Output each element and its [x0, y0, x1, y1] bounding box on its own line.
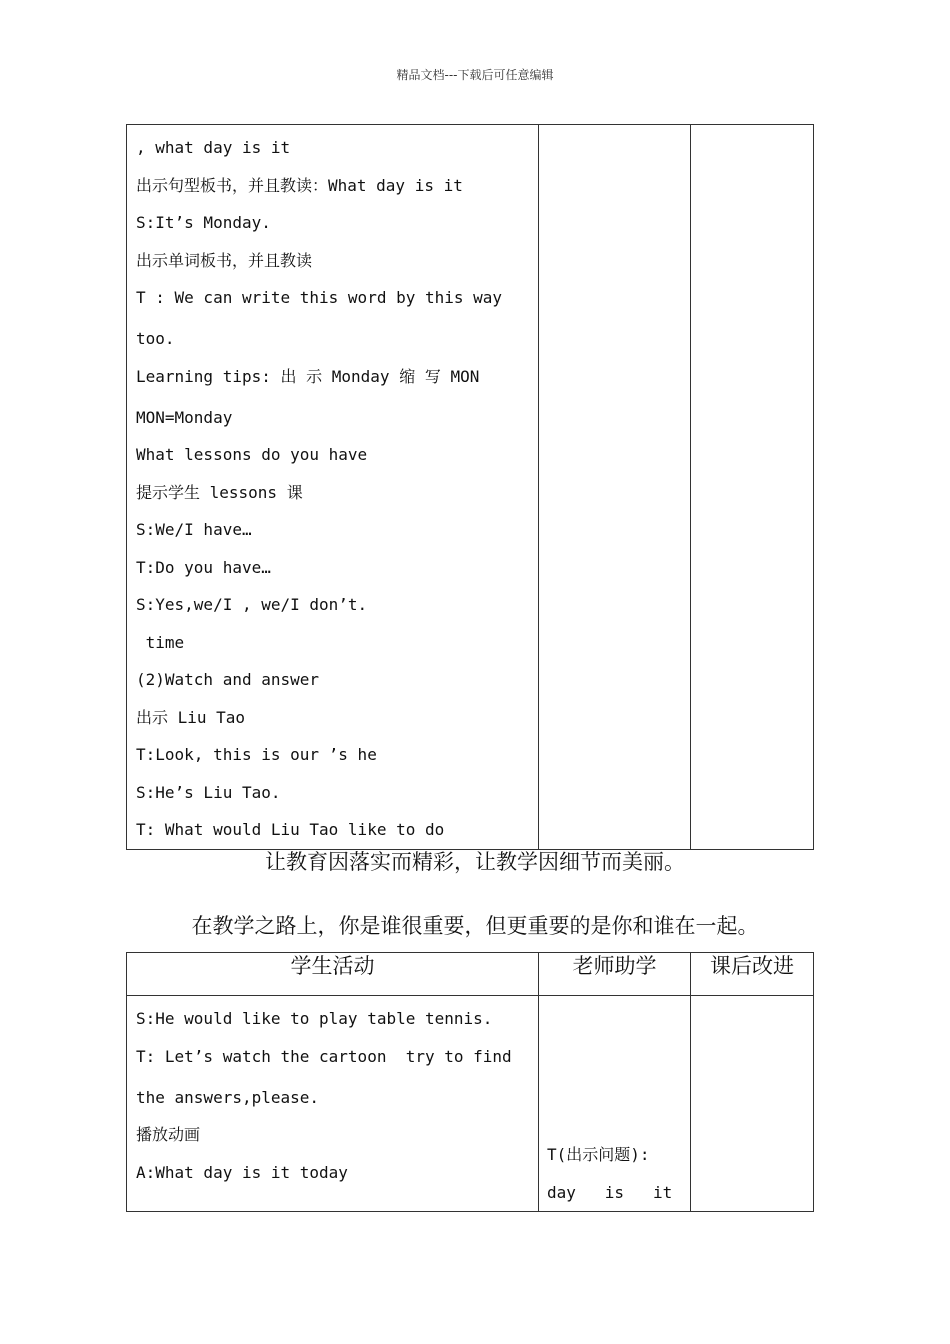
improvement-cell: [691, 125, 814, 850]
lesson-table-2: [126, 952, 814, 1212]
text-line: MON=Monday: [136, 407, 233, 427]
text-line: S:Yes,we/I , we/I don’t.: [136, 595, 368, 614]
page-header: 精品文档---下载后可任意编辑: [396, 68, 554, 82]
text-line: S:It’s Monday.: [136, 213, 271, 232]
text-line: (2)Watch and answer: [136, 670, 320, 689]
header-improvement: 课后改进: [691, 953, 814, 996]
text-line: T(出示问题):: [547, 1145, 650, 1164]
motto-line-2: 在教学之路上，你是谁很重要，但更重要的是你和谁在一起。: [191, 914, 759, 938]
text-line: S:He’s Liu Tao.: [136, 782, 281, 802]
text-line: T : We can write this word by this way: [136, 288, 503, 307]
text-line: 出示 Liu Tao: [136, 707, 246, 727]
text-line: T: Let’s watch the cartoon try to find: [136, 1046, 512, 1066]
text-line: 播放动画: [136, 1125, 201, 1144]
header-student-activity: 学生活动: [127, 953, 539, 996]
text-line: , what day is it: [136, 138, 291, 157]
text-line: the answers,please.: [136, 1087, 320, 1107]
text-line: time: [136, 632, 185, 652]
teacher-help-cell: [539, 996, 691, 1212]
text-line: too.: [136, 329, 175, 348]
text-line: T:Look, this is our ’s he: [136, 745, 377, 764]
text-line: 出示单词板书，并且教读: [136, 250, 313, 270]
text-line: A:What day is it today: [136, 1162, 348, 1182]
text-line: 提示学生 lessons 课: [136, 482, 303, 502]
text-line: day is it: [547, 1182, 673, 1202]
header-teacher-help: 老师助学: [539, 953, 691, 996]
text-line: What lessons do you have: [136, 445, 368, 464]
improvement-cell: [691, 996, 814, 1212]
lesson-table-1: [126, 124, 814, 850]
student-activity-cell: [127, 125, 539, 850]
student-activity-cell: [127, 996, 539, 1212]
text-line: T: What would Liu Tao like to do: [136, 820, 445, 839]
text-line: S:He would like to play table tennis.: [136, 1009, 493, 1028]
text-line: T:Do you have…: [136, 557, 271, 577]
teacher-help-cell: [539, 125, 691, 850]
text-line: S:We/I have…: [136, 520, 252, 539]
motto-line-1: 让教育因落实而精彩，让教学因细节而美丽。: [265, 850, 685, 874]
text-line: 出示句型板书，并且教读：What day is it: [136, 175, 463, 195]
text-line: Learning tips: 出 示 Monday 缩 写 MON: [136, 366, 480, 386]
